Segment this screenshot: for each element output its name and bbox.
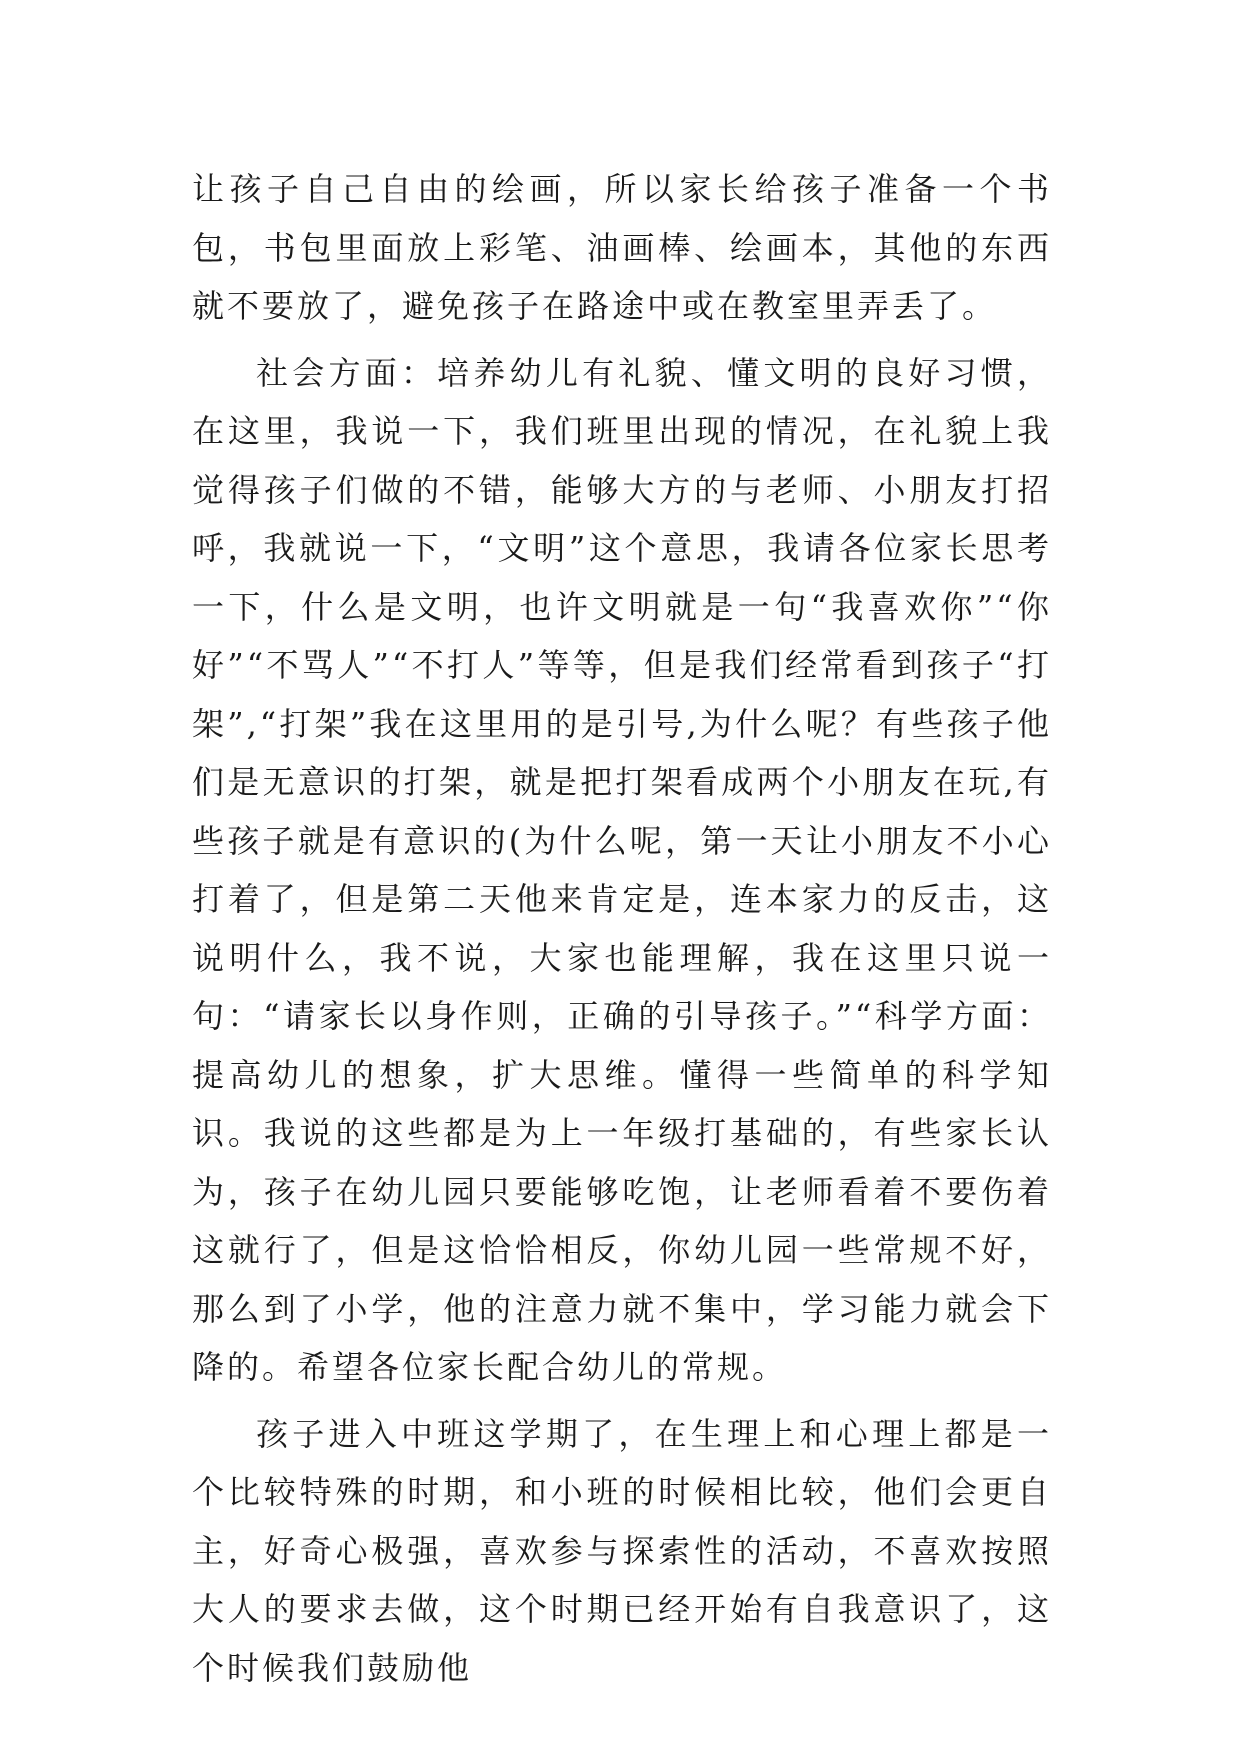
paragraph-2: 社会方面：培养幼儿有礼貌、懂文明的良好习惯，在这里，我说一下，我们班里出现的情况，在礼貌上我觉得孩子们做的不错，能够大方的与老师、小朋友打招呼，我就说一下，“文明”这个意思，我请各位家长思考一下，什么是文明，也许文明就是一句“我喜欢你”“你好”“不骂人”“不打人”等等，但是我们经常看到孩子“打架”,“打架”我在这里用的是引号,为什么呢？有些孩子他们是无意识的打架，就是把打架看成两个小朋友在玩,有些孩子就是有意识的(为什么呢，第一天让小朋友不小心打着了，但是第二天他来肯定是，连本家力的反击，这说明什么，我不说，大家也能理解，我在这里只说一句：“请家长以身作则，正确的引导孩子。”“科学方面：提高幼儿的想象，扩大思维。懂得一些简单的科学知识。我说的这些都是为上一年级打基础的，有些家长认为，孩子在幼儿园只要能够吃饱，让老师看着不要伤着这就行了，但是这恰恰相反，你幼儿园一些常规不好，那么到了小学，他的注意力就不集中，学习能力就会下降的。希望各位家长配合幼儿的常规。 <box>192 353 1052 1386</box>
paragraph-1: 让孩子自己自由的绘画，所以家长给孩子准备一个书包，书包里面放上彩笔、油画棒、绘画本，其他的东西就不要放了，避免孩子在路途中或在教室里弄丢了。 <box>192 170 1052 325</box>
document-body <box>192 160 1052 1705</box>
paragraph-3: 孩子进入中班这学期了，在生理上和心理上都是一个比较特殊的时期，和小班的时候相比较，他们会更自主，好奇心极强，喜欢参与探索性的活动，不喜欢按照大人的要求去做，这个时期已经开始有自我意识了，这个时候我们鼓励他 <box>192 1414 1052 1687</box>
